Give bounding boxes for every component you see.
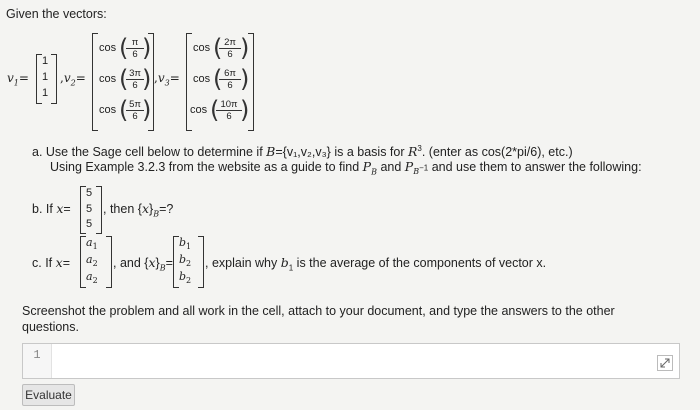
v3-paren-close: ) <box>240 96 250 124</box>
v2-paren-open: ( <box>119 96 129 124</box>
part-c-prefix: c. If x= <box>32 255 70 270</box>
b-vec-entry: 5 <box>86 218 93 230</box>
v3-frac-1: $\frac{2\pi}{6}$ <box>219 37 241 60</box>
c-vec2-entry: $b_2$ <box>179 270 192 286</box>
v2-left-bracket <box>92 33 98 131</box>
b-vec-entry: 5 <box>86 203 93 215</box>
part-c-mid: , and $\{x\}_B=$ <box>113 255 173 273</box>
v3-cos-2: cos <box>193 73 211 85</box>
v1-entry: 1 <box>42 71 49 83</box>
v2-frac-2: $\frac{3\pi}{6}$ <box>126 68 144 91</box>
evaluate-button[interactable]: Evaluate <box>22 384 75 406</box>
part-a-line1: a. Use the Sage cell below to determine if B={v₁,v₂,v₃} is a basis for $R^3$. (enter as cos(2*pi/6), etc.) <box>32 144 573 160</box>
c-vec-entry: $a_2$ <box>86 253 98 269</box>
v2-paren-open: ( <box>119 34 129 62</box>
part-b-prefix: b. If x= <box>32 201 71 216</box>
v3-cos-3: cos <box>190 104 208 116</box>
v3-label: $,v_3=$ <box>154 71 180 88</box>
v3-left-bracket <box>186 33 192 131</box>
v3-frac-2: $\frac{6\pi}{6}$ <box>219 68 241 91</box>
problem-header: Given the vectors: <box>6 7 107 21</box>
v3-paren-close: ) <box>240 65 250 93</box>
v2-cos-3: cos <box>99 104 117 116</box>
part-a-line2: Using Example 3.2.3 from the website as a guide to find $P_B$ and $P_{B^{-1}}$ and use them to answer the following: <box>50 159 642 177</box>
b-vec-right-bracket <box>96 186 102 234</box>
v3-paren-close: ) <box>240 34 250 62</box>
v2-paren-open: ( <box>119 65 129 93</box>
v2-frac-1: $\frac{\pi}{6}$ <box>126 37 144 60</box>
v2-paren-close: ) <box>142 34 152 62</box>
c-vec-right-bracket <box>106 236 112 288</box>
part-c-question: , explain why $b_1$ is the average of the components of vector x. <box>205 255 547 273</box>
b-vec-entry: 5 <box>86 187 93 199</box>
v2-cos-1: cos <box>99 42 117 54</box>
v2-paren-close: ) <box>142 65 152 93</box>
v2-paren-close: ) <box>142 96 152 124</box>
v3-cos-1: cos <box>193 42 211 54</box>
v1-label: $v_1=$ <box>7 71 29 88</box>
resize-handle-icon[interactable] <box>657 355 673 371</box>
instructions-line2: questions. <box>22 320 79 334</box>
v1-entry: 1 <box>42 55 49 67</box>
v1-entry: 1 <box>42 87 49 99</box>
c-vec-entry: $a_1$ <box>86 236 98 252</box>
c-vec2-right-bracket <box>198 236 204 288</box>
v3-paren-open: ( <box>213 65 223 93</box>
v3-paren-open: ( <box>213 34 223 62</box>
v3-paren-open: ( <box>210 96 220 124</box>
v2-frac-3: $\frac{5\pi}{6}$ <box>126 99 144 122</box>
c-vec-entry: $a_2$ <box>86 270 98 286</box>
instructions-line1: Screenshot the problem and all work in the cell, attach to your document, and type the answers to the other <box>22 304 615 318</box>
code-input-area[interactable] <box>57 348 651 372</box>
line-number: 1 <box>23 344 52 378</box>
v1-right-bracket <box>51 54 57 104</box>
v2-cos-2: cos <box>99 73 117 85</box>
v2-label: $,v_2=$ <box>60 71 86 88</box>
part-b-question: , then $\{x\}_B=$? <box>103 201 174 219</box>
c-vec2-entry: $b_2$ <box>179 253 192 269</box>
sage-code-editor[interactable] <box>22 343 680 379</box>
c-vec2-entry: $b_1$ <box>179 236 192 252</box>
v3-frac-3: $\frac{10\pi}{6}$ <box>216 99 242 122</box>
